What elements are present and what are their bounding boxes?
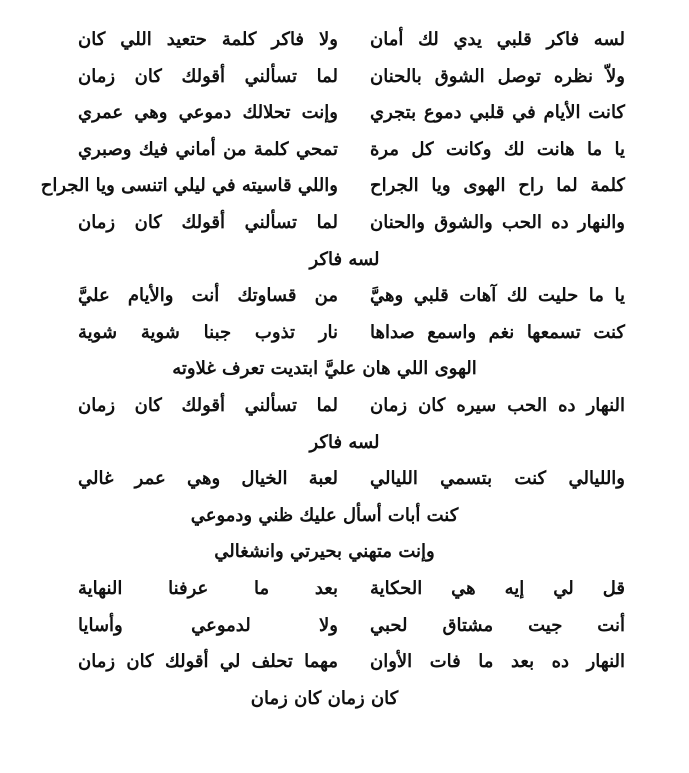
poem-line (0, 168, 689, 205)
second-hemistich: تمحي كلمة من أماني فيك وصبري (78, 138, 338, 160)
second-hemistich: واللي قاسيته في ليلي اتنسى ويا الجراح (40, 175, 338, 197)
refrain-line (0, 425, 689, 462)
second-hemistich: ولا فاكر كلمة حتعيد اللي كان (78, 29, 338, 50)
single-verse: وإنت متهني بحيرتي وانشغالي (214, 541, 435, 563)
first-hemistich: والليالي كنت بتسمي الليالي (370, 468, 625, 490)
second-hemistich: وإنت تحلالك دموعي وهي عمري (78, 102, 338, 124)
second-hemistich: بعد ما عرفنا النهاية (78, 577, 338, 599)
refrain-line (0, 242, 689, 279)
second-hemistich: لما تسألني أقولك كان زمان (78, 65, 338, 87)
refrain-text: لسه فاكر (309, 431, 380, 453)
first-hemistich: يا ما هانت لك وكانت كل مرة (370, 138, 625, 160)
poem-line (0, 59, 689, 96)
poem-line (0, 315, 689, 352)
single-line (0, 534, 689, 571)
second-hemistich: ولا لدموعي وأسايا (78, 614, 338, 636)
poem-line (0, 278, 689, 315)
second-hemistich: لعبة الخيال وهي عمر غالي (78, 468, 338, 490)
second-hemistich: لما تسألني أقولك كان زمان (78, 394, 338, 416)
single-verse: الهوى اللي هان عليَّ ابتديت تعرف غلاوته (172, 358, 477, 380)
first-hemistich: كلمة لما راح الهوى ويا الجراح (370, 175, 625, 197)
first-hemistich: كنت تسمعها نغم واسمع صداها (370, 321, 625, 343)
poem-line (0, 132, 689, 169)
first-hemistich: كانت الأيام في قلبي دموع بتجري (370, 102, 625, 124)
second-hemistich: مهما تحلف لي أقولك كان زمان (78, 651, 338, 673)
first-hemistich: النهار ده الحب سيره كان زمان (370, 394, 625, 416)
single-line (0, 681, 689, 718)
first-hemistich: ولاّ نظره توصل الشوق بالحنان (370, 65, 625, 87)
single-line (0, 498, 689, 535)
poem-line (0, 388, 689, 425)
poem-line (0, 461, 689, 498)
poem-line (0, 571, 689, 608)
poem-line (0, 608, 689, 645)
second-hemistich: لما تسألني أقولك كان زمان (78, 211, 338, 233)
first-hemistich: يا ما حليت لك آهات قلبي وهيَّ (370, 285, 625, 307)
poem-line (0, 95, 689, 132)
refrain-text: لسه فاكر (309, 248, 380, 270)
first-hemistich: لسه فاكر قلبي يدي لك أمان (370, 29, 625, 50)
poem-line (0, 205, 689, 242)
first-hemistich: النهار ده بعد ما فات الأوان (370, 651, 625, 673)
single-verse: كنت أبات أسأل عليك ظني ودموعي (190, 504, 459, 526)
closing-verse: كان زمان كان زمان (250, 687, 399, 709)
second-hemistich: من قساوتك أنت والأيام عليَّ (78, 285, 338, 307)
second-hemistich: نار تذوب جبنا شوية شوية (78, 321, 338, 343)
poem-line (0, 22, 689, 59)
single-line (0, 351, 689, 388)
first-hemistich: قل لي إيه هي الحكاية (370, 577, 625, 599)
poem-line (0, 644, 689, 681)
first-hemistich: أنت جيت مشتاق لحبي (370, 614, 625, 636)
first-hemistich: والنهار ده الحب والشوق والحنان (370, 211, 625, 233)
